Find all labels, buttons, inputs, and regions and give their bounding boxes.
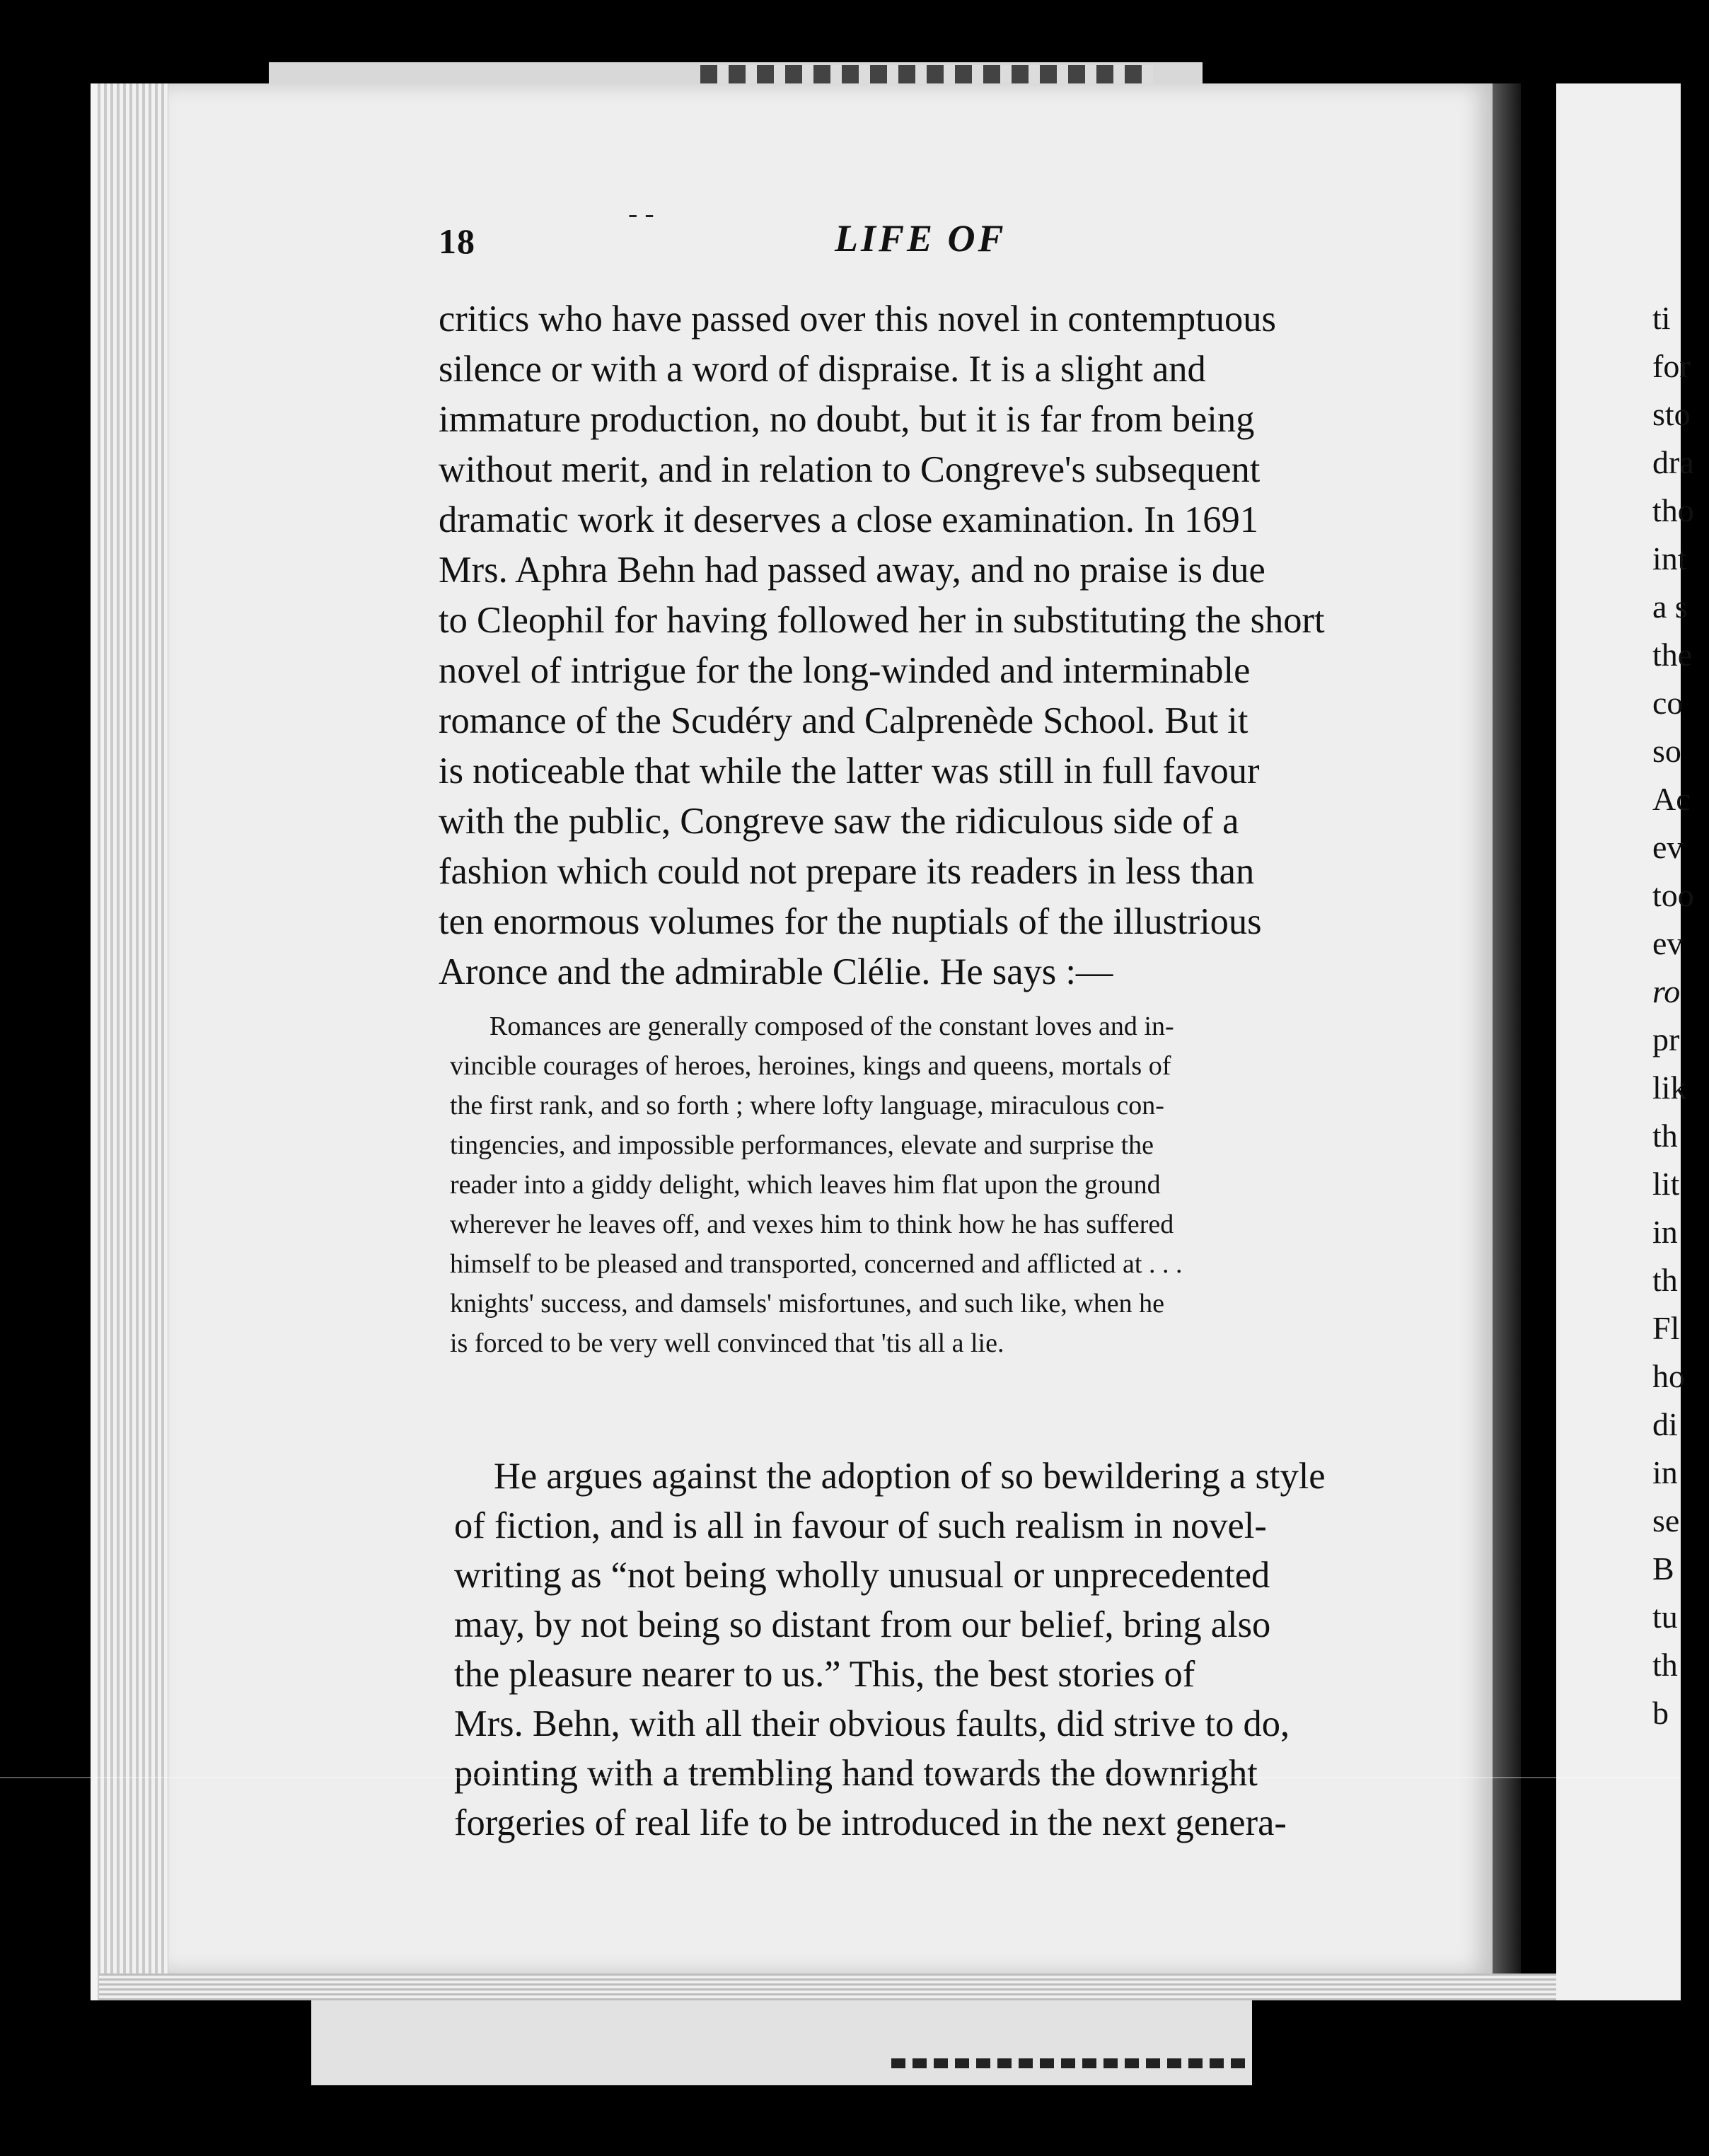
text-line: silence or with a word of dispraise. It is a slight and (439, 349, 1206, 390)
text-line: Mrs. Behn, with all their obvious faults, did strive to do, (454, 1703, 1290, 1744)
book-bottom-strip (311, 2000, 1252, 2085)
fragment-line: a s (1652, 589, 1688, 625)
fragment-line: Ac (1652, 781, 1691, 817)
spine-shadow (1493, 83, 1521, 2000)
quote-line: vincible courages of heroes, heroines, kings and queens, mortals of (450, 1051, 1171, 1081)
block-quote (450, 1007, 1426, 1363)
scan-artifact-line (0, 1777, 1681, 1778)
fragment-line: tho (1652, 492, 1694, 528)
quote-line (450, 1007, 1426, 1046)
fragment-line: int (1652, 540, 1687, 576)
head-mark: - - (628, 197, 654, 229)
quote-line: is forced to be very well convinced that 'tis all a lie. (450, 1328, 1004, 1358)
text-line: novel of intrigue for the long-winded and interminable (439, 650, 1251, 691)
text-line: fashion which could not prepare its readers in less than (439, 851, 1255, 892)
fragment-line: lik (1652, 1070, 1687, 1106)
fragment-line: ho (1652, 1358, 1685, 1394)
text-line: may, by not being so distant from our belief, bring also (454, 1604, 1271, 1645)
text-line: Aronce and the admirable Clélie. He says :— (439, 951, 1113, 992)
running-head (439, 197, 1457, 269)
fragment-line: so (1652, 733, 1681, 769)
fragment-line: se (1652, 1502, 1680, 1538)
quote-line: reader into a giddy delight, which leaves him flat upon the ground (450, 1170, 1161, 1200)
text-line (454, 1451, 1430, 1501)
text-line: the pleasure nearer to us.” This, the best stories of (454, 1654, 1195, 1695)
book-bottom-title-marks (891, 2058, 1245, 2068)
fragment-line: Fl (1652, 1310, 1680, 1346)
quote-line: tingencies, and impossible performances, elevate and surprise the (450, 1130, 1154, 1160)
text-line: with the public, Congreve saw the ridiculous side of a (439, 801, 1239, 842)
text-line: Mrs. Aphra Behn had passed away, and no praise is due (439, 550, 1265, 591)
second-paragraph (454, 1451, 1430, 1848)
text-line: of fiction, and is all in favour of such realism in novel- (454, 1505, 1267, 1546)
text-line: is noticeable that while the latter was still in full favour (439, 750, 1260, 792)
page-stack-bottom-edges (99, 1974, 1556, 2000)
fragment-line: ev (1652, 925, 1684, 961)
text-line: dramatic work it deserves a close examination. In 1691 (439, 499, 1258, 540)
main-paragraph (439, 294, 1420, 997)
text-line: forgeries of real life to be introduced in the next genera- (454, 1802, 1287, 1843)
text-line: to Cleophil for having followed her in substituting the short (439, 600, 1325, 641)
fragment-line: in (1652, 1214, 1678, 1250)
quote-line: knights' success, and damsels' misfortunes, and such like, when he (450, 1289, 1164, 1318)
facing-page-text-fragments (1652, 294, 1709, 1737)
fragment-line: ev (1652, 829, 1684, 865)
fragment-line: dra (1652, 444, 1694, 480)
fragment-line: th (1652, 1647, 1678, 1683)
fragment-line: for (1652, 348, 1691, 384)
quote-line: wherever he leaves off, and vexes him to think how he has suffered (450, 1210, 1174, 1239)
fragment-line: co (1652, 685, 1684, 721)
fragment-line: tu (1652, 1599, 1678, 1635)
running-head-title: LIFE OF (835, 217, 1007, 260)
text-line: romance of the Scudéry and Calprenède School. But it (439, 700, 1249, 741)
text-line: ten enormous volumes for the nuptials of the illustrious (439, 901, 1262, 942)
fragment-line: in (1652, 1454, 1678, 1490)
fragment-line: ti (1652, 300, 1671, 336)
text-line: without merit, and in relation to Congreve's subsequent (439, 449, 1261, 490)
fragment-line: th (1652, 1118, 1678, 1154)
text-line: pointing with a trembling hand towards the downright (454, 1753, 1258, 1794)
fragment-line: b (1652, 1695, 1669, 1731)
fragment-line: B (1652, 1551, 1674, 1587)
fragment-line: sto (1652, 396, 1691, 432)
fragment-line: too (1652, 877, 1694, 913)
quote-line: himself to be pleased and transported, concerned and afflicted at . . . (450, 1249, 1183, 1279)
text-line-text: He argues against the adoption of so bewildering a style (494, 1456, 1326, 1497)
fragment-line: lit (1652, 1166, 1680, 1202)
fragment-line: th (1652, 1262, 1678, 1298)
text-line: critics who have passed over this novel in contemptuous (439, 299, 1276, 340)
quote-line-text: Romances are generally composed of the constant loves and in- (489, 1012, 1174, 1041)
fragment-line: ro (1652, 973, 1681, 1009)
page-stack-edges (91, 83, 175, 2000)
text-line: writing as “not being wholly unusual or unprecedented (454, 1555, 1270, 1596)
fragment-line: the (1652, 637, 1693, 673)
fragment-line: pr (1652, 1021, 1680, 1057)
text-line: immature production, no doubt, but it is far from being (439, 399, 1255, 440)
quote-line: the first rank, and so forth ; where lofty language, miraculous con- (450, 1091, 1164, 1120)
page-number: 18 (439, 221, 475, 261)
fragment-line: di (1652, 1406, 1678, 1442)
